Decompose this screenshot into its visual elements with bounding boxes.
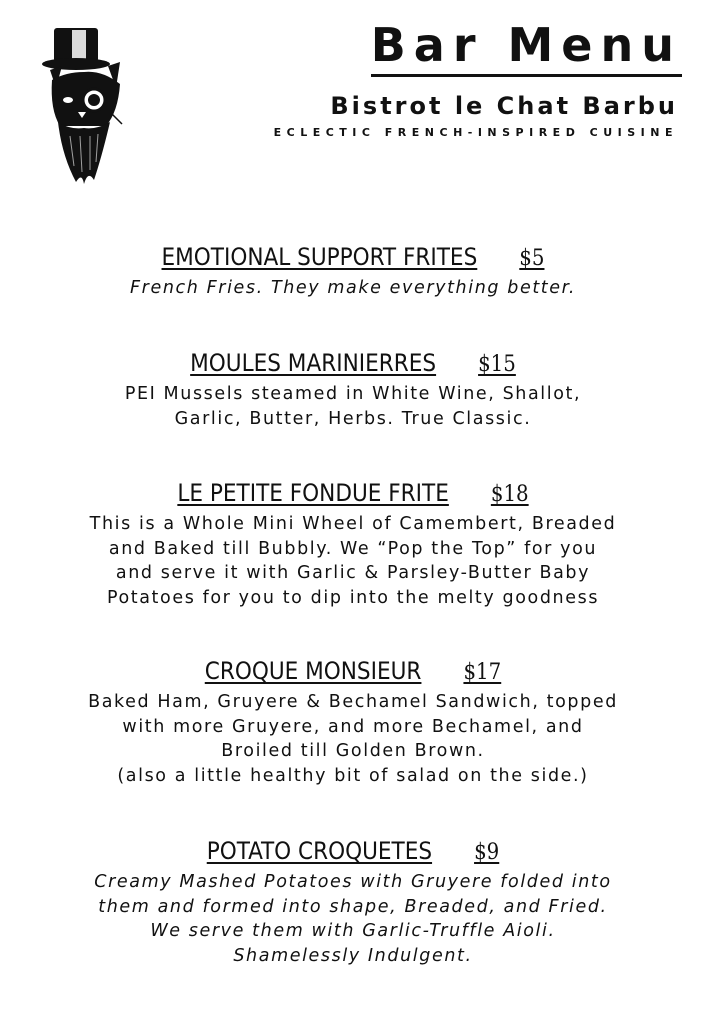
description-line: them and formed into shape, Breaded, and Fried.: [98, 896, 608, 917]
menu-item-price: $17: [463, 660, 502, 685]
description-line: Baked Ham, Gruyere & Bechamel Sandwich, topped: [88, 692, 618, 712]
menu-item: [0, 478, 706, 610]
description-line: and serve it with Garlic & Parsley-Butter Baby: [115, 563, 591, 583]
menu-item-description: [0, 382, 706, 431]
description-line: Garlic, Butter, Herbs. True Classic.: [174, 408, 532, 429]
description-line: PEI Mussels steamed in White Wine, Shallot,: [124, 384, 582, 404]
description-line: Broiled till Golden Brown.: [221, 741, 485, 761]
menu-item-price: $15: [478, 352, 516, 377]
menu-item-heading: [0, 478, 706, 510]
menu-item-description: [0, 870, 706, 968]
menu-item-description: [0, 512, 706, 610]
description-line: Shamelessly Indulgent.: [233, 945, 473, 966]
description-line: This is a Whole Mini Wheel of Camembert, Breaded: [89, 514, 617, 534]
menu-item-description: [0, 276, 706, 301]
menu-title: Bar Menu: [371, 20, 682, 77]
menu-item-heading: [0, 242, 706, 274]
menu-item: [0, 348, 706, 431]
menu-item-description: [0, 690, 706, 788]
menu-item-heading: [0, 656, 706, 688]
menu-item-name: EMOTIONAL SUPPORT FRITES: [161, 243, 478, 271]
description-line: Potatoes for you to dip into the melty goodness: [106, 587, 600, 608]
description-line: and Baked till Bubbly. We “Pop the Top” for you: [108, 538, 598, 559]
description-line: with more Gruyere, and more Bechamel, and: [122, 716, 584, 737]
description-line: Creamy Mashed Potatoes with Gruyere folded into: [94, 872, 612, 892]
description-line: French Fries. They make everything better.: [130, 278, 576, 298]
menu-item-name: POTATO CROQUETES: [206, 837, 433, 865]
menu-item: [0, 656, 706, 788]
menu-item-name: CROQUE MONSIEUR: [204, 657, 422, 685]
tagline: ECLECTIC FRENCH-INSPIRED CUISINE: [273, 126, 678, 139]
menu-item-price: $5: [519, 246, 545, 271]
menu-item-name: MOULES MARINIERRES: [190, 349, 437, 377]
menu-item-heading: [0, 348, 706, 380]
menu-item-price: $18: [490, 482, 529, 507]
menu-item-price: $9: [474, 840, 500, 865]
menu-item-heading: [0, 836, 706, 868]
description-line: (also a little healthy bit of salad on the side.): [117, 765, 589, 786]
menu-item: [0, 242, 706, 301]
menu-item-name: LE PETITE FONDUE FRITE: [177, 479, 449, 507]
cat-logo-icon: [36, 26, 132, 186]
menu-item: [0, 836, 706, 968]
description-line: We serve them with Garlic-Truffle Aioli.: [150, 921, 556, 941]
restaurant-name: Bistrot le Chat Barbu: [330, 92, 678, 120]
